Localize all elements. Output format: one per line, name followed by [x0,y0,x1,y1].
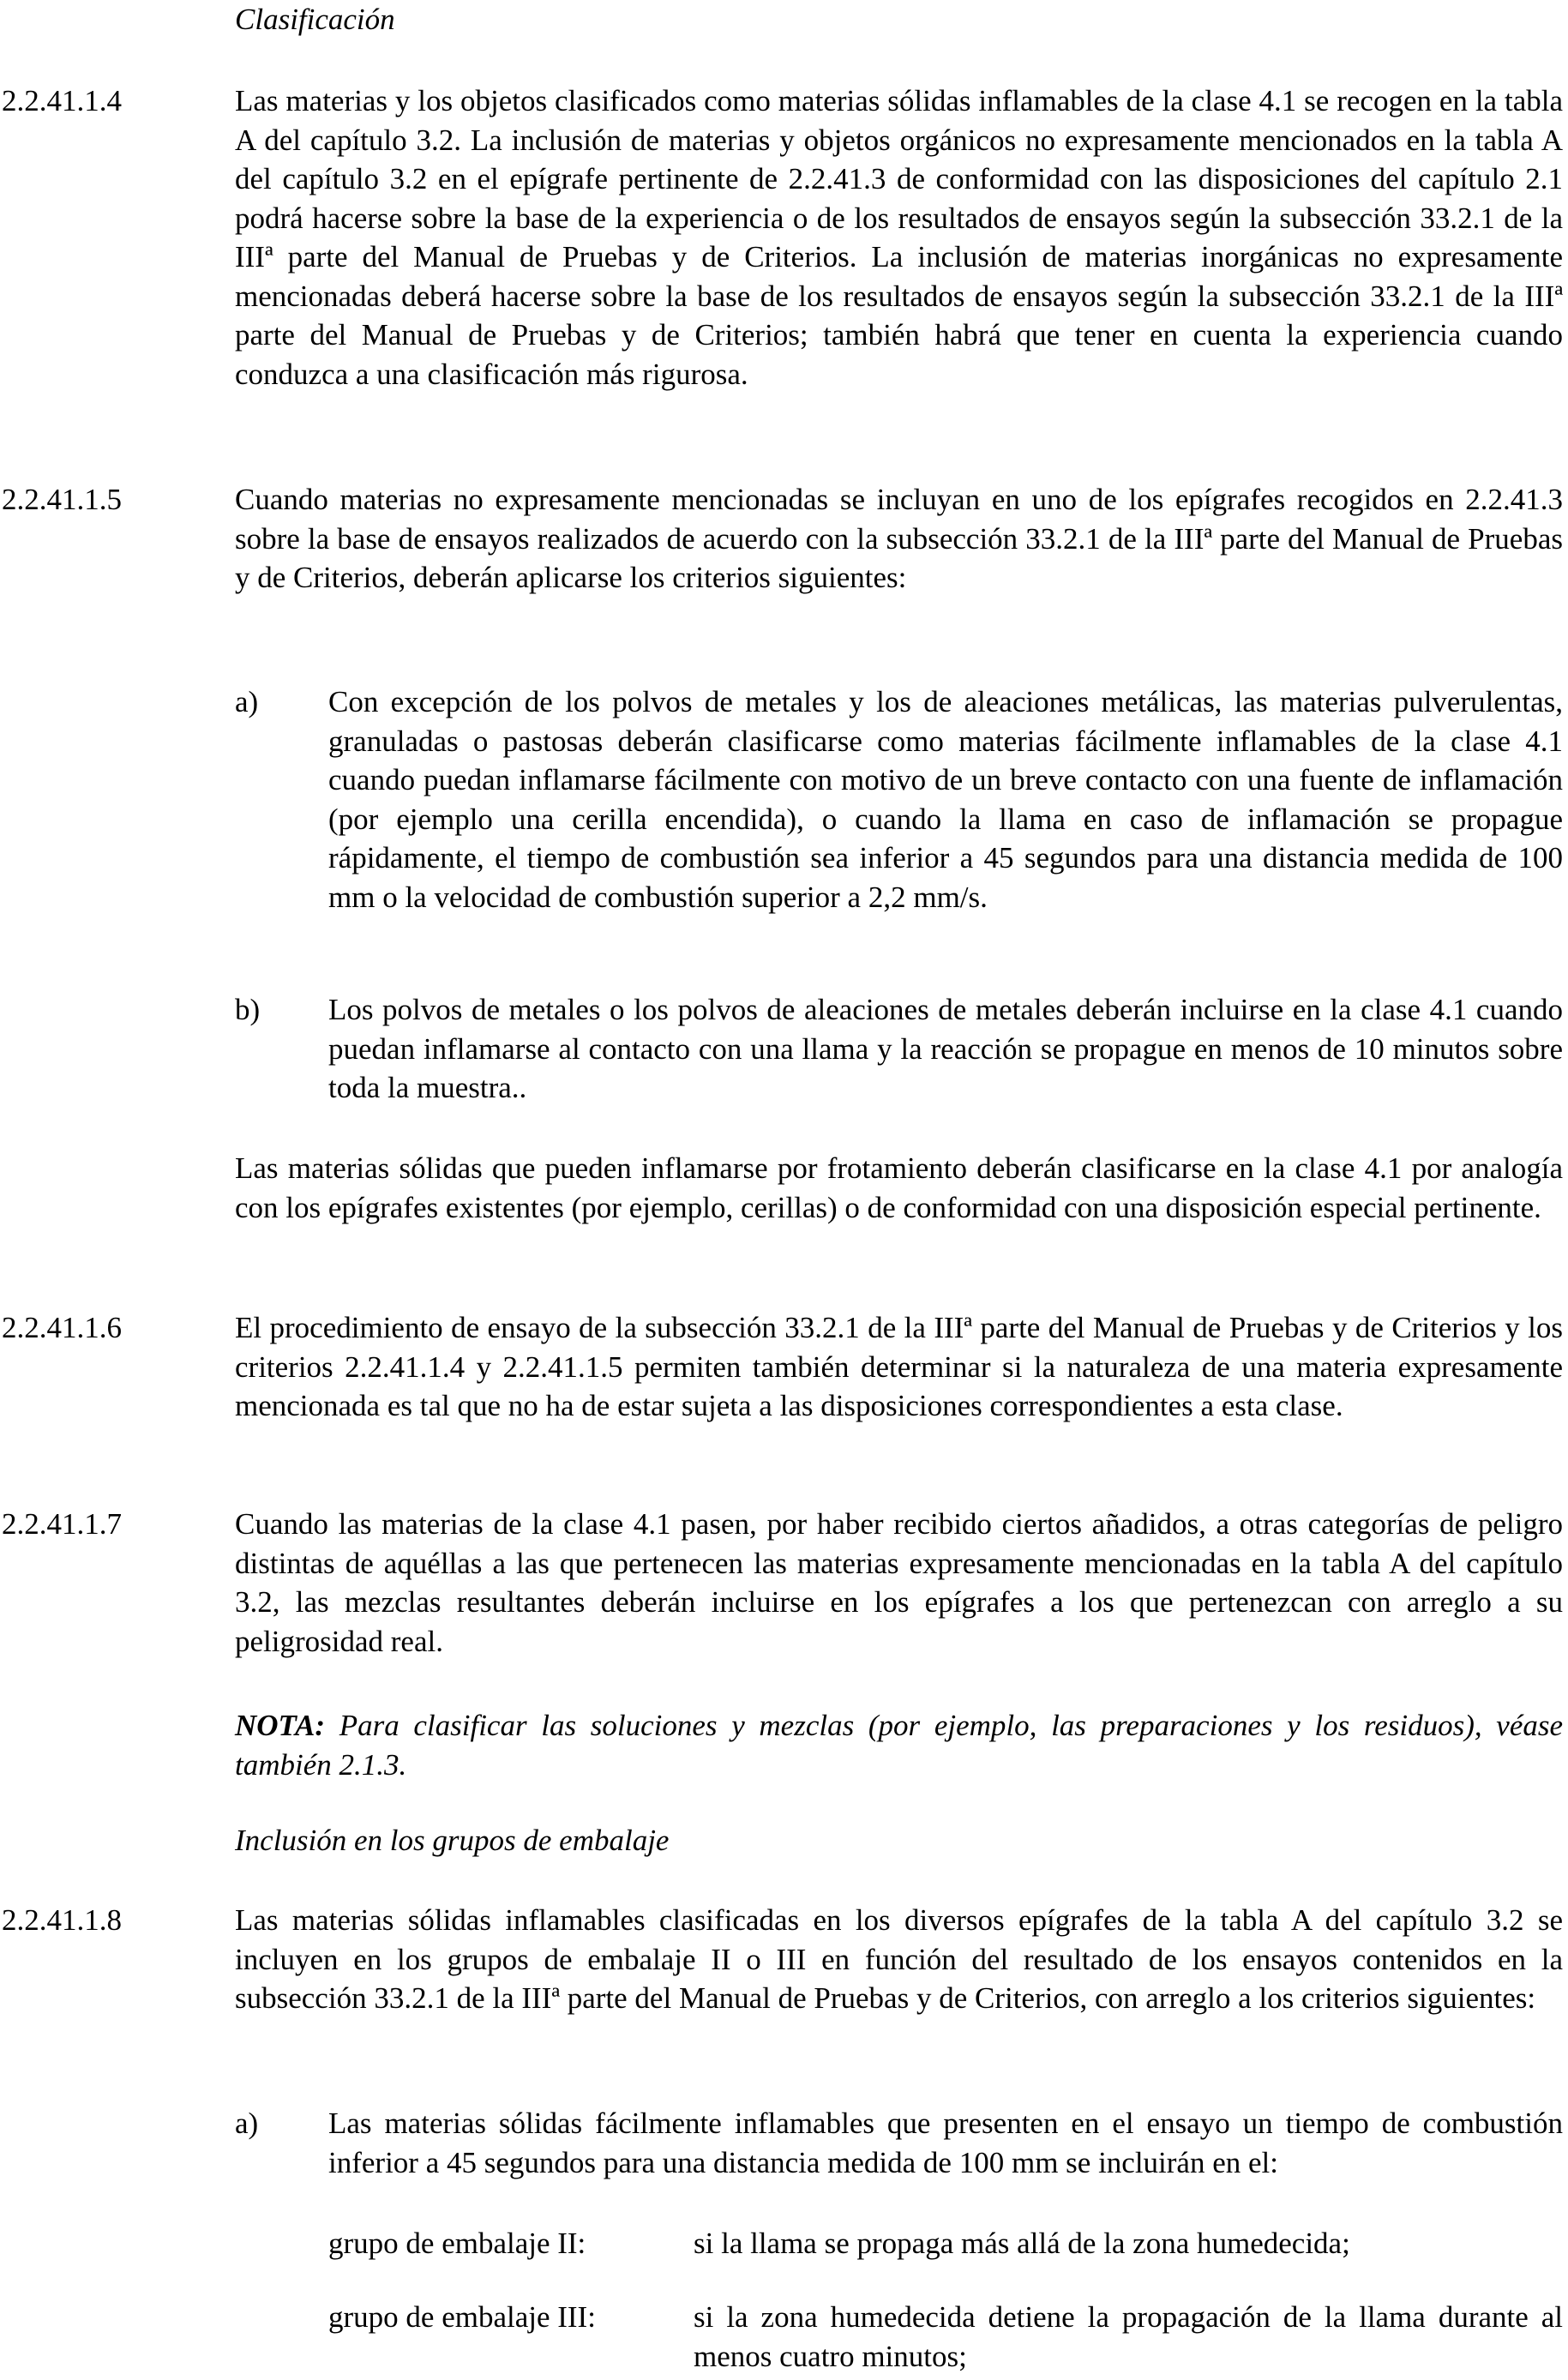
list-item-text: Con excepción de los polvos de metales y los de aleaciones metálicas, las materias pulverulentas, granuladas o pastosas deberán clasificarse como materias fácilmente inflamables de la clase 4.1 cuando puedan inflamarse fácilmente con motivo de un breve contacto con una fuente de inflamación (por ejemplo una cerilla encendida), o cuando la llama en caso de inflamación se propague rápidamente, el tiempo de combustión sea inferior a 45 segundos para una distancia medida de 100 mm o la velocidad de combustión superior a 2,2 mm/s. [328,685,1563,914]
section-heading-inclusion: Inclusión en los grupos de embalaje [235,1824,670,1857]
paragraph-text: Las materias y los objetos clasificados como materias sólidas inflamables de la clase 4.1 se recogen en la tabla A del capítulo 3.2. La inclusión de materias y objetos orgánicos no expresamente mencionados en la tabla A del capítulo 3.2 en el epígrafe pertinente de 2.2.41.3 de conformidad con las disposiciones del capítulo 2.1 podrá hacerse sobre la base de la experiencia o de los resultados de ensayos según la subsección 33.2.1 de la IIIª parte del Manual de Pruebas y de Criterios. La inclusión de materias inorgánicas no expresamente mencionadas deberá hacerse sobre la base de los resultados de ensayos según la subsección 33.2.1 de la IIIª parte del Manual de Pruebas y de Criterios; también habrá que tener en cuenta la experiencia cuando conduzca a una clasificación más rigurosa. [235,84,1563,391]
paragraph-number: 2.2.41.1.8 [2,1903,122,1937]
paragraph-number: 2.2.41.1.6 [2,1311,122,1344]
paragraph-number: 2.2.41.1.4 [2,84,122,117]
list-item-letter: a) [235,2107,259,2140]
list-item-text: Las materias sólidas fácilmente inflamables que presenten en el ensayo un tiempo de combustión inferior a 45 segundos para una distancia medida de 100 mm se incluirán en el: [328,2107,1563,2179]
packing-group-text: si la zona humedecida detiene la propagación de la llama durante al menos cuatro minutos; [694,2300,1563,2373]
list-item-letter: b) [235,993,261,1026]
paragraph-text: Cuando materias no expresamente mencionadas se incluyan en uno de los epígrafes recogidos en 2.2.41.3 sobre la base de ensayos realizados de acuerdo con la subsección 33.2.1 de la IIIª parte del Manual de Pruebas y de Criterios, deberán aplicarse los criterios siguientes: [235,483,1563,594]
list-item-text: Los polvos de metales o los polvos de aleaciones de metales deberán incluirse en la clase 4.1 cuando puedan inflamarse al contacto con una llama y la reacción se propague en menos de 10 minutos sobre toda la muestra.. [328,993,1563,1104]
packing-group-label: grupo de embalaje III: [328,2300,596,2334]
paragraph-number: 2.2.41.1.7 [2,1507,122,1541]
paragraph-text: Cuando las materias de la clase 4.1 pasen, por haber recibido ciertos añadidos, a otras categorías de peligro distintas de aquéllas a las que pertenecen las materias expresamente mencionadas en la tabla A del capítulo 3.2, las mezclas resultantes deberán incluirse en los epígrafes a los que pertenezcan con arreglo a su peligrosidad real. [235,1507,1563,1658]
paragraph-text: Las materias sólidas inflamables clasificadas en los diversos epígrafes de la tabla A del capítulo 3.2 se incluyen en los grupos de embalaje II o III en función del resultado de los ensayos contenidos en la subsección 33.2.1 de la IIIª parte del Manual de Pruebas y de Criterios, con arreglo a los criterios siguientes: [235,1903,1563,2015]
paragraph-extra-text: Las materias sólidas que pueden inflamarse por frotamiento deberán clasificarse en la clase 4.1 por analogía con los epígrafes existentes (por ejemplo, cerillas) o de conformidad con una disposición especial pertinente. [235,1151,1563,1224]
section-heading-clasificacion: Clasificación [235,3,395,36]
list-item-letter: a) [235,685,259,718]
note-text: Para clasificar las soluciones y mezclas (por ejemplo, las preparaciones y los residuos), véase también 2.1.3. [235,1709,1564,1782]
note-label: NOTA: [235,1709,325,1742]
note [235,1706,1563,1784]
packing-group-text: si la llama se propaga más allá de la zona humedecida; [694,2227,1350,2260]
paragraph-number: 2.2.41.1.5 [2,483,122,516]
packing-group-label: grupo de embalaje II: [328,2227,586,2260]
paragraph-text: El procedimiento de ensayo de la subsección 33.2.1 de la IIIª parte del Manual de Pruebas y de Criterios y los criterios 2.2.41.1.4 y 2.2.41.1.5 permiten también determinar si la naturaleza de una materia expresamente mencionada es tal que no ha de estar sujeta a las disposiciones correspondientes a esta clase. [235,1311,1563,1422]
